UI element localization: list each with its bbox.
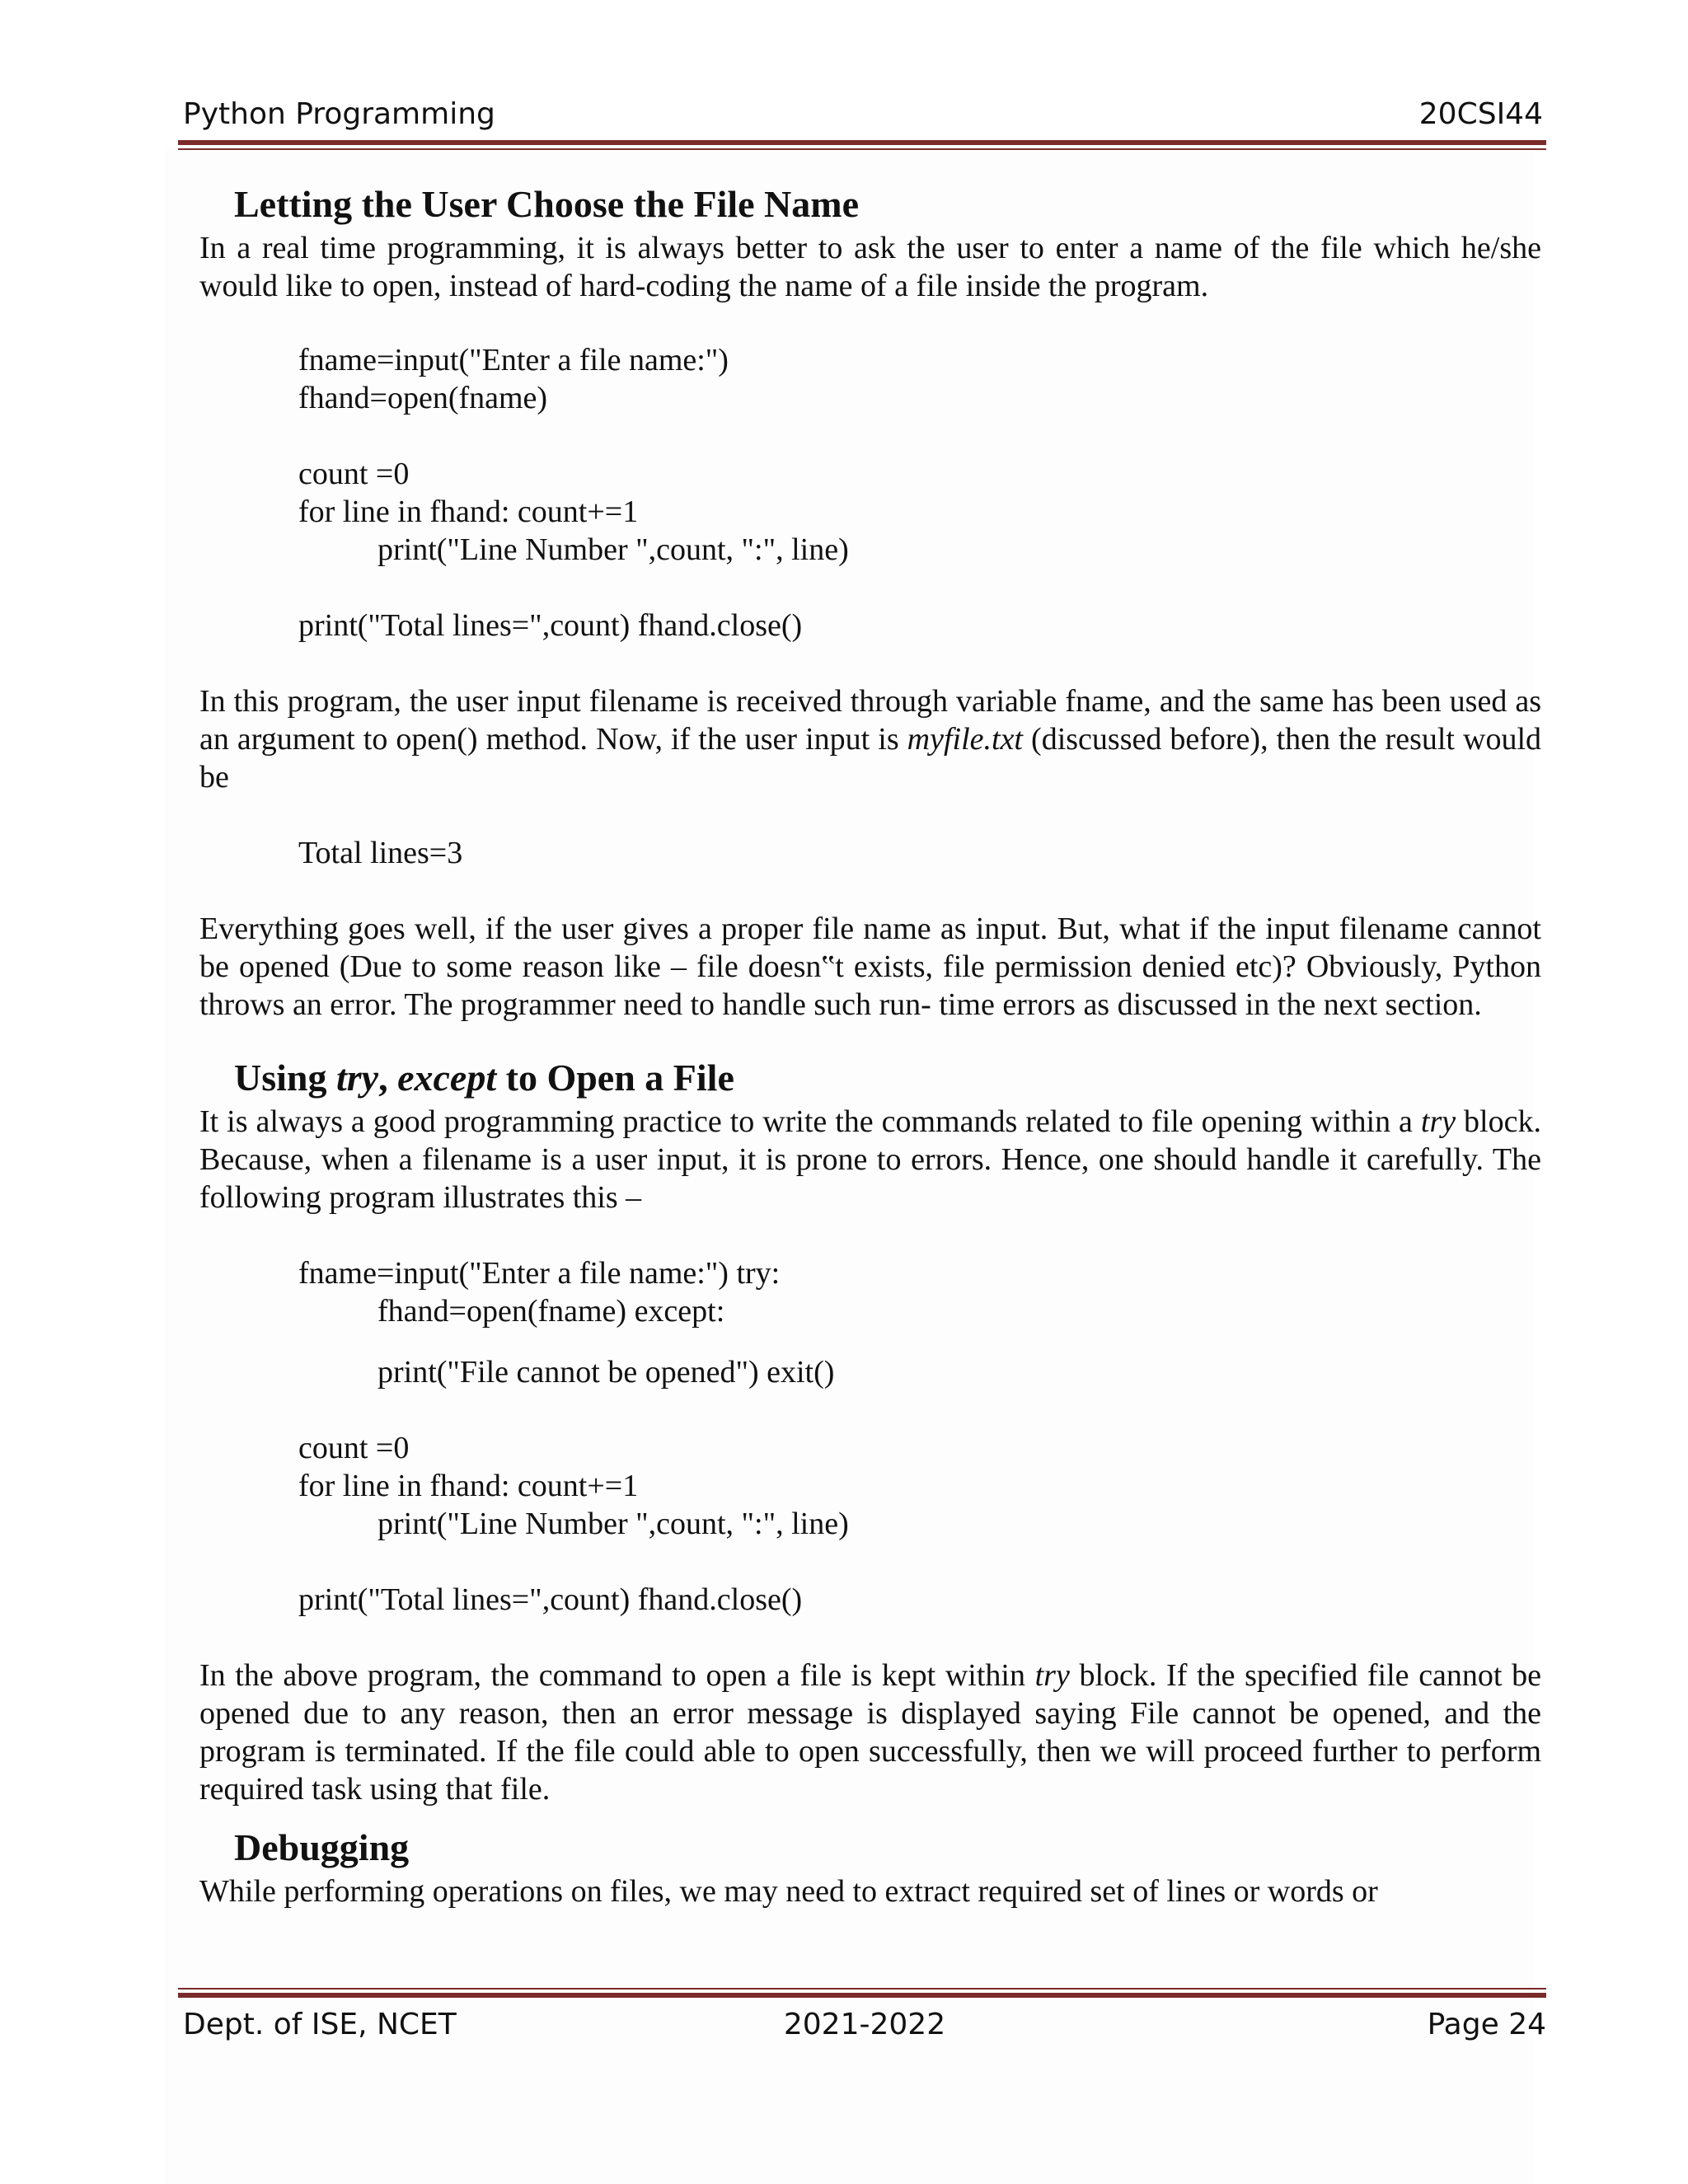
footer-academic-year: 2021-2022 [783,2008,946,2041]
code-line: print("Line Number ",count, ":", line) [377,1507,849,1541]
page-header [183,97,1543,138]
paragraph-errors: Everything goes well, if the user gives a proper file name as input. But, what if the input filename cannot be opened (Due to some reason like – file doesn‟t exists, file permission denied etc)? Obviously, Python throws an error. The programmer need to handle such run- time errors as discussed in the next section. [199,912,1541,1022]
code-block-2 [298,1254,1541,1619]
paragraph-program-explanation: In this program, the user input filename is received through variable fname, and the same has been used as an argument to open() method. Now, if the user input is myfile.txt (discussed before), then the result would be [199,684,1542,794]
footer-rule-thin [178,1988,1546,1990]
code-block-1 [298,341,1541,644]
code-line: fhand=open(fname) [298,381,548,415]
footer-page-number: Page 24 [1427,2008,1546,2041]
code-line: count =0 [298,457,410,491]
footer-rule-thick [178,1993,1546,1998]
code-line: for line in fhand: count+=1 [298,494,639,529]
header-course-code: 20CSI44 [1418,97,1543,131]
code-line: print("Line Number ",count, ":", line) [377,532,849,567]
paragraph-intro-try-except: It is always a good programming practice to write the commands related to file opening within a try block. Because, when a filename is a user input, it is prone to errors. Hence, one should handle it carefully. The following program illustrates this – [199,1104,1541,1215]
header-rule-thick [178,140,1546,145]
code-line: print("File cannot be opened") exit() [377,1355,835,1390]
header-course-title: Python Programming [183,97,495,131]
code-line: fname=input("Enter a file name:") [298,343,729,377]
paragraph-intro-choose-file: In a real time programming, it is always better to ask the user to enter a name of the file which he/she would like to open, instead of hard-coding the name of a file inside the program. [199,231,1541,303]
paragraph-debugging-intro: While performing operations on files, we may need to extract required set of lines or words or [199,1874,1378,1909]
section-heading-debugging: Debugging [234,1826,410,1868]
paragraph-try-explanation: In the above program, the command to open a file is kept within try block. If the specified file cannot be opened due to any reason, then an error message is displayed saying File cannot be opened, and the program is terminated. If the file could able to open successfully, then we will proceed further to perform required task using that file. [199,1658,1541,1807]
code-line: fname=input("Enter a file name:") try: [298,1256,781,1291]
page-footer [183,2008,1546,2049]
page-content [199,180,1541,1910]
output-block [298,834,1541,872]
code-line: print("Total lines=",count) fhand.close() [298,608,803,643]
code-line: for line in fhand: count+=1 [298,1469,639,1503]
code-line: fhand=open(fname) except: [377,1294,725,1329]
output-line: Total lines=3 [298,836,463,870]
header-rule-thin [178,148,1546,150]
filename-italic: myfile.txt [907,722,1023,757]
code-line: print("Total lines=",count) fhand.close() [298,1582,803,1617]
footer-department: Dept. of ISE, NCET [183,2008,457,2041]
code-line: count =0 [298,1431,410,1465]
section-heading-choose-file-name: Letting the User Choose the File Name [234,183,860,225]
section-heading-try-except: Using try, except to Open a File [234,1057,734,1099]
